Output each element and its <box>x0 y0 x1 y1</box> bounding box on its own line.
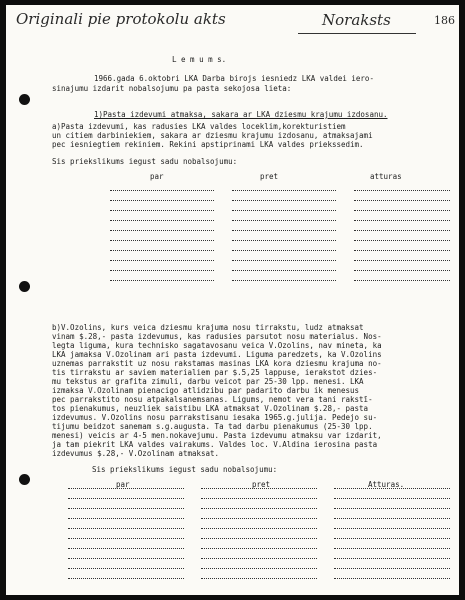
dotted-line <box>232 239 336 241</box>
intro-line-1: 1966.gada 6.oktobri LKA Darba birojs iesniedz LKA valdei iero- <box>94 74 374 83</box>
document-page <box>6 5 459 595</box>
handwritten-note-right: Noraksts <box>322 11 391 29</box>
vote-line-row <box>68 567 450 576</box>
section2-line-9: pec parrakstito nosu atpakalsanemsanas. Ligums, nemot vera tani rakstī- <box>52 395 373 404</box>
vote-line-row <box>110 219 450 228</box>
document-heading: L e m u m s. <box>172 55 227 64</box>
dotted-line <box>68 517 184 519</box>
dotted-line <box>334 497 450 499</box>
dotted-line <box>201 557 317 559</box>
dotted-line <box>334 547 450 549</box>
handwritten-note-left: Originali pie protokolu akts <box>16 10 226 28</box>
dotted-line <box>201 567 317 569</box>
vote-line-row <box>110 239 450 248</box>
dotted-line <box>334 517 450 519</box>
dotted-line <box>68 567 184 569</box>
vote-line-row <box>110 209 450 218</box>
dotted-line <box>68 487 184 489</box>
dotted-line <box>354 259 450 261</box>
dotted-line <box>354 229 450 231</box>
dotted-line <box>232 199 336 201</box>
dotted-line <box>110 189 214 191</box>
dotted-line <box>110 279 214 281</box>
dotted-line <box>334 537 450 539</box>
dotted-line <box>334 557 450 559</box>
section2-line-6: tis tirrakstu ar saviem materialiem par $.5,25 lappuse, ierakstot dzies- <box>52 368 378 377</box>
dotted-line <box>201 487 317 489</box>
dotted-line <box>354 249 450 251</box>
dotted-line <box>334 577 450 579</box>
vote-line-row <box>110 269 450 278</box>
vote-line-row <box>110 249 450 258</box>
dotted-line <box>354 239 450 241</box>
dotted-line <box>201 507 317 509</box>
punch-hole-middle <box>19 281 30 292</box>
vote-line-row <box>68 557 450 566</box>
dotted-line <box>68 507 184 509</box>
dotted-line <box>232 189 336 191</box>
vote-line-row <box>68 537 450 546</box>
dotted-line <box>110 219 214 221</box>
dotted-line <box>232 229 336 231</box>
section2-line-11: izdevumus. V.Ozolins nosu parrakstisanu iesaka 1965.g.julija. Pedejo su- <box>52 413 378 422</box>
dotted-line <box>232 259 336 261</box>
section2-line-7: mu tekstus ar grafita zimuli, darbu veicot par 25-30 lpp. menesi. LKA <box>52 377 364 386</box>
section2-vote-intro: Sis priekslikums iegust sadu nobalsojumu: <box>92 465 278 474</box>
dotted-line <box>201 577 317 579</box>
section1-line-2: un citiem darbiniekiem, sakara ar dziesmu krajumu izdosanu, atmaksajami <box>52 131 373 140</box>
section2-line-14: ja tam piekrit LKA valdes vairakums. Valdes loc. V.Aldina ierosina pasta <box>52 440 378 449</box>
dotted-line <box>110 239 214 241</box>
vote-line-row <box>68 487 450 496</box>
dotted-line <box>232 269 336 271</box>
section2-line-5: uznemas parrakstit uz nosu rakstamas masinas LKA kora dziesmu krajuma no- <box>52 359 382 368</box>
vote-line-row <box>68 497 450 506</box>
dotted-line <box>354 199 450 201</box>
dotted-line <box>110 209 214 211</box>
section2-line-10: tos pienakumus, neuzliek saistibu LKA atmaksat V.Ozolinam $.28,- pasta <box>52 404 369 413</box>
vote-line-row <box>68 547 450 556</box>
dotted-line <box>110 249 214 251</box>
section1-col-par: par <box>150 172 164 181</box>
section1-line-3: pec iesniegtiem rekiniem. Rekini apstiprinami LKA valdes priekssedim. <box>52 140 364 149</box>
dotted-line <box>68 537 184 539</box>
dotted-line <box>201 497 317 499</box>
section1-col-atturas: atturas <box>370 172 402 181</box>
dotted-line <box>232 279 336 281</box>
dotted-line <box>110 269 214 271</box>
dotted-line <box>354 209 450 211</box>
section2-line-2: vinam $.28,- pasta izdevumus, kas radusies parsutot nosu materialus. Nos- <box>52 332 382 341</box>
vote-line-row <box>68 507 450 516</box>
dotted-line <box>110 199 214 201</box>
vote-line-row <box>68 527 450 536</box>
vote-line-row <box>110 279 450 288</box>
section1-line-1: a)Pasta izdevumi, kas radusies LKA valdes loceklim,korekturistiem <box>52 122 346 131</box>
section2-line-8: izmaksa V.Ozolinam pienacigo atlidzibu par padarito darbu ik menesus <box>52 386 360 395</box>
section2-col-par: par <box>116 480 130 489</box>
section2-line-1: b)V.Ozolins, kurs veica dziesmu krajuma nosu tirrakstu, ludz atmaksat <box>52 323 364 332</box>
section2-line-12: tijumu beidzot sanemam s.g.augusta. Ta tad darbu pienakumus (25-30 lpp. <box>52 422 373 431</box>
punch-hole-top <box>19 94 30 105</box>
punch-hole-bottom <box>19 474 30 485</box>
handwritten-underline <box>298 33 416 34</box>
section2-line-4: LKA jamaksa V.Ozolinam ari pasta izdevumi. Liguma paredzets, ka V.Ozolins <box>52 350 382 359</box>
dotted-line <box>201 537 317 539</box>
vote-line-row <box>110 259 450 268</box>
vote-line-row <box>110 229 450 238</box>
section2-line-15: izdevumus $.28,- V.Ozolinam atmaksat. <box>52 449 220 458</box>
dotted-line <box>354 219 450 221</box>
page-number: 186 <box>434 14 455 27</box>
dotted-line <box>68 577 184 579</box>
dotted-line <box>201 517 317 519</box>
vote-line-row <box>68 517 450 526</box>
dotted-line <box>334 527 450 529</box>
dotted-line <box>201 527 317 529</box>
dotted-line <box>334 487 450 489</box>
section1-col-pret: pret <box>260 172 279 181</box>
section2-line-13: menesi) veicis ar 4-5 men.nokavejumu. Pasta izdevumu atmaksu var izdarit, <box>52 431 382 440</box>
dotted-line <box>201 547 317 549</box>
section1-title: 1)Pasta izdevumi atmaksa, sakara ar LKA dziesmu krajumu izdosanu. <box>94 110 388 119</box>
dotted-line <box>232 209 336 211</box>
dotted-line <box>68 547 184 549</box>
dotted-line <box>354 279 450 281</box>
dotted-line <box>232 249 336 251</box>
vote-line-row <box>110 189 450 198</box>
section2-col-atturas: Atturas. <box>368 480 405 489</box>
dotted-line <box>110 229 214 231</box>
section1-vote-intro: Sis priekslikums iegust sadu nobalsojumu: <box>52 157 238 166</box>
vote-line-row <box>68 577 450 586</box>
dotted-line <box>354 269 450 271</box>
dotted-line <box>110 259 214 261</box>
vote-line-row <box>110 199 450 208</box>
dotted-line <box>334 567 450 569</box>
dotted-line <box>334 507 450 509</box>
dotted-line <box>68 557 184 559</box>
section2-col-pret: pret <box>252 480 271 489</box>
dotted-line <box>354 189 450 191</box>
dotted-line <box>232 219 336 221</box>
dotted-line <box>68 497 184 499</box>
dotted-line <box>68 527 184 529</box>
section2-line-3: legta liguma, kura techniskο sagatavosanu veica V.Ozolins, nav mineta, ka <box>52 341 382 350</box>
intro-line-2: sinajumu izdarit nobalsojumu pa pasta sekojosa lieta: <box>52 84 292 93</box>
